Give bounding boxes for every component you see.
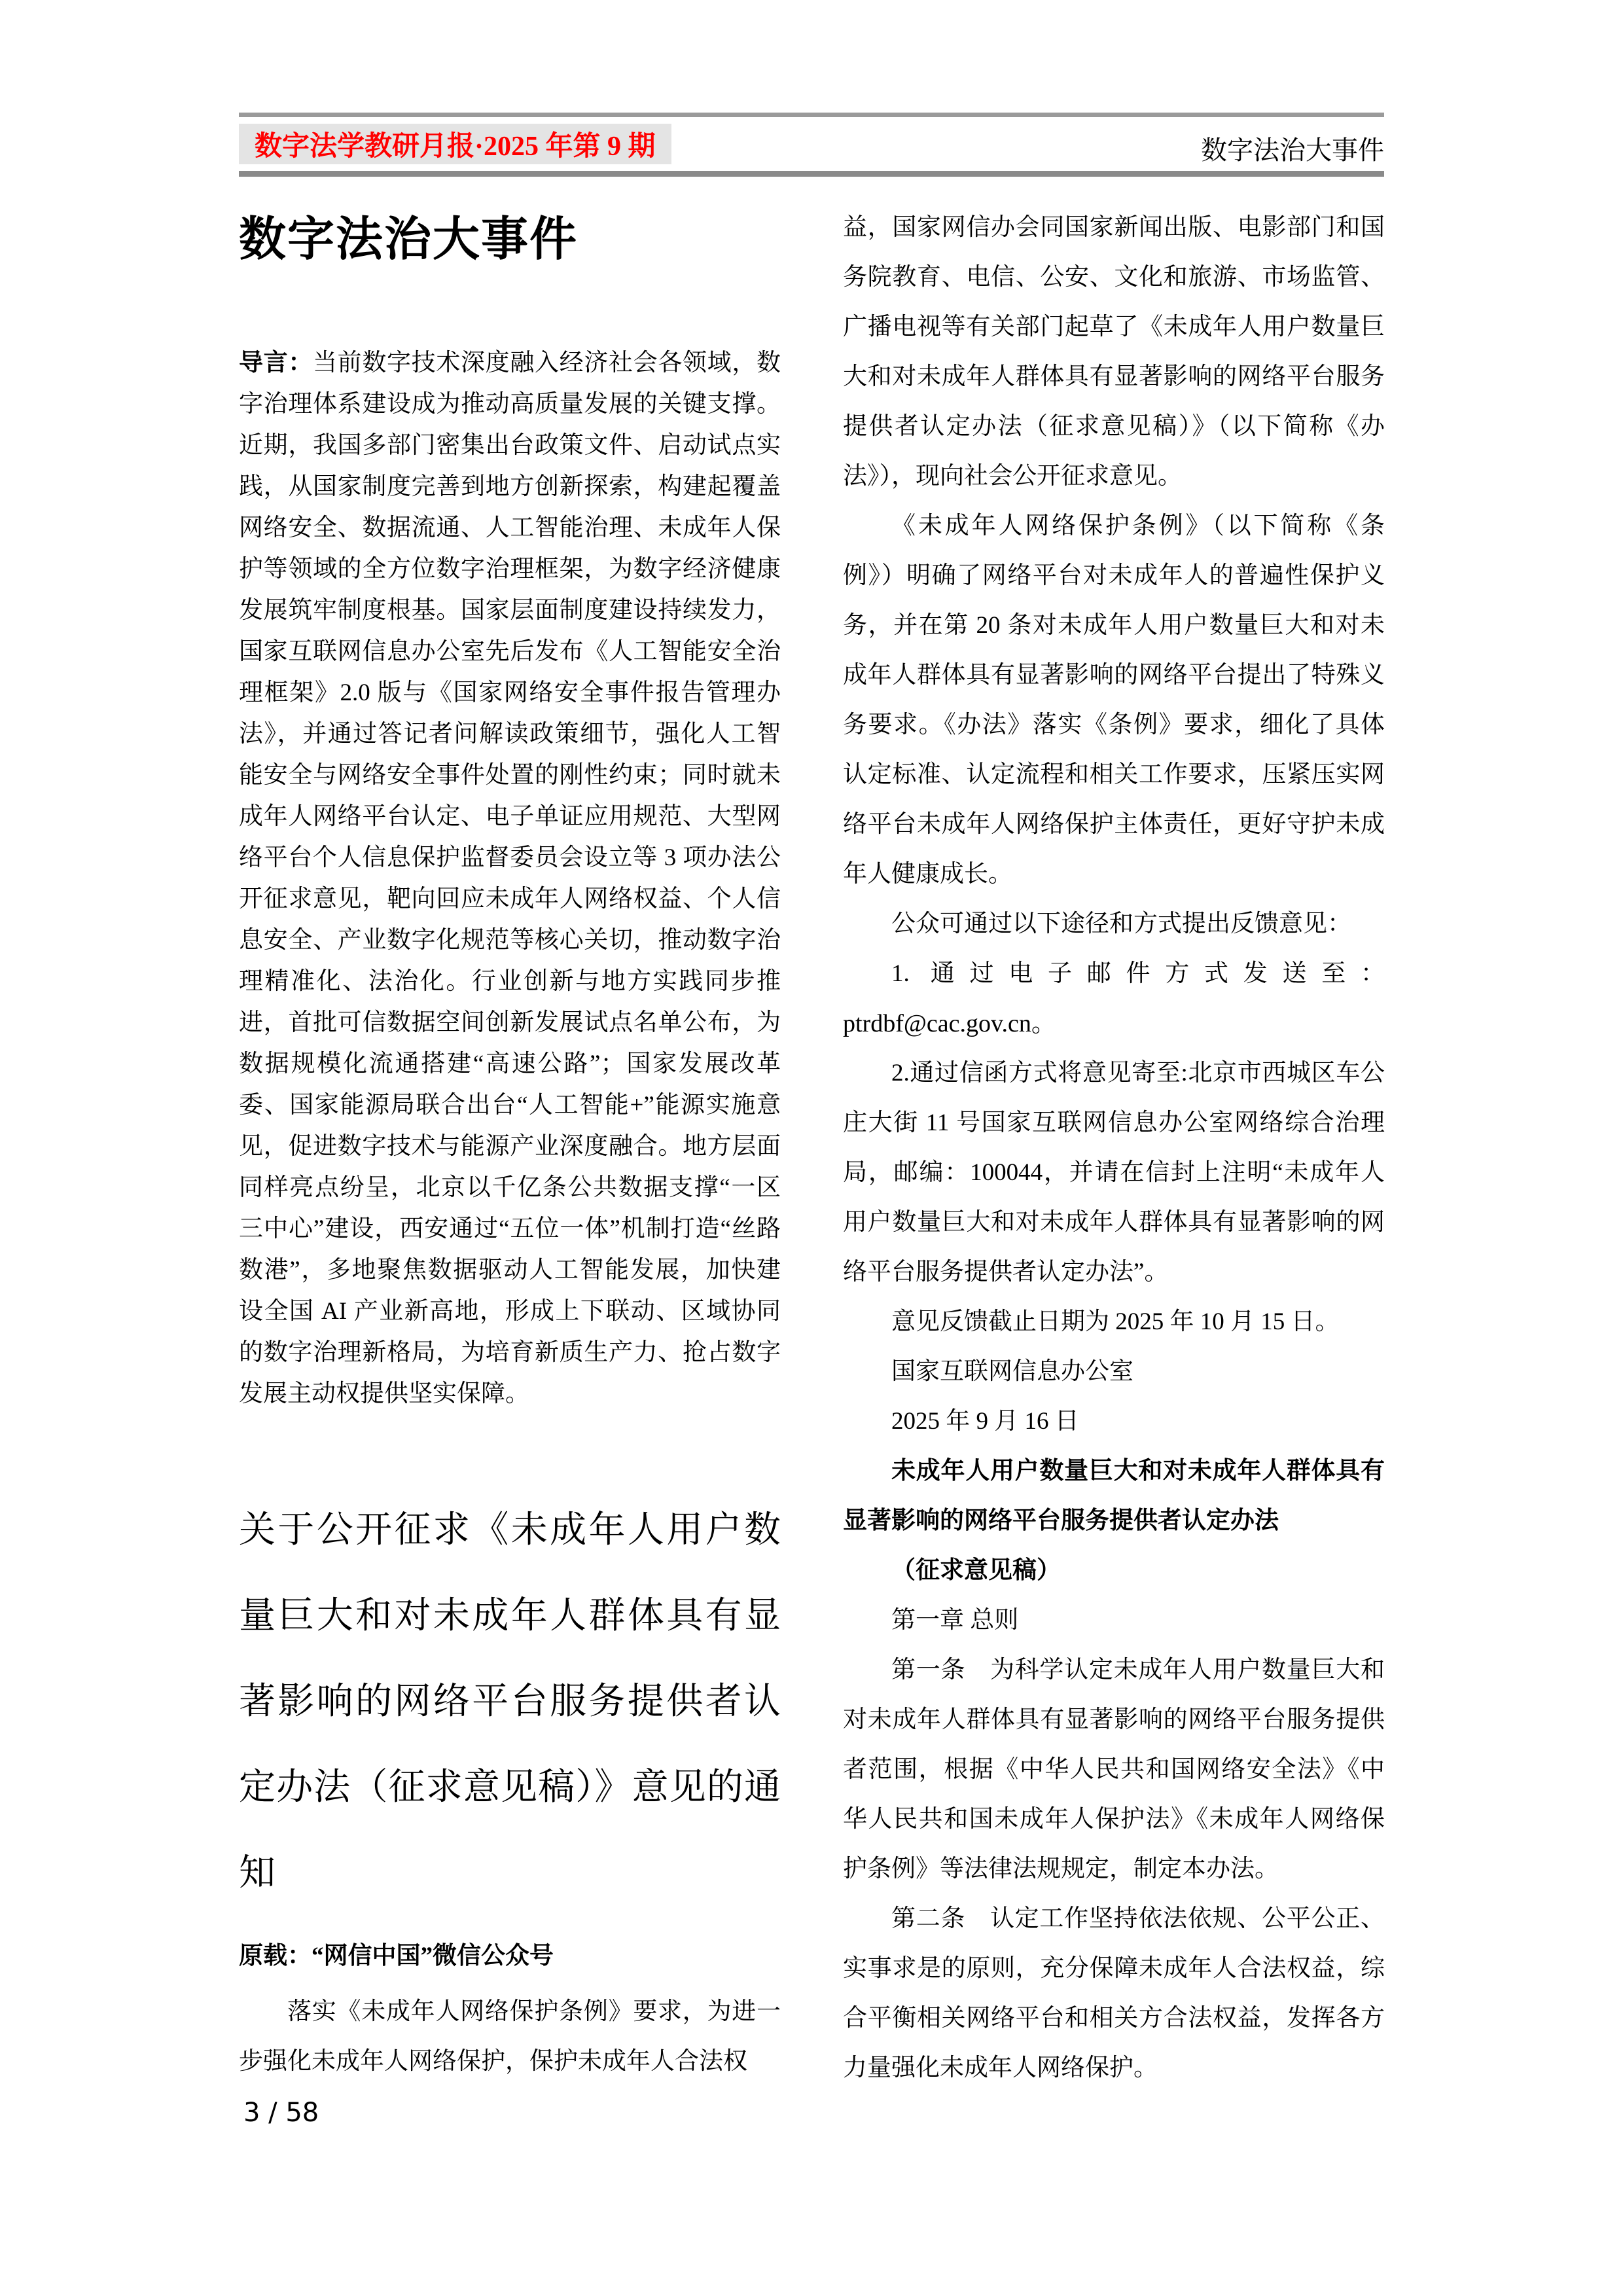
notice-paragraph: 益，国家网信办会同国家新闻出版、电影部门和国务院教育、电信、公安、文化和旅游、市场监管、广播电视等有关部门起草了《未成年人用户数量巨大和对未成年人群体具有显著影响的网络平台服务提供者认定办法（征求意见稿）》（以下简称《办法》），现向社会公开征求意见。: [843, 214, 1385, 490]
masthead-title: 数字法学教研月报·2025 年第 9 期: [255, 132, 656, 162]
notice-paragraph: 《未成年人网络保护条例》（以下简称《条例》）明确了网络平台对未成年人的普遍性保护义务，并在第 20 条对未成年人用户数量巨大和对未成年人群体具有显著影响的网络平台提出了特殊义务要求。《办法》落实《条例》要求，细化了具体认定标准、认定流程和相关工作要求，压紧压实网络平台未成年人网络保护主体责任，更好守护未成年人健康成长。: [843, 512, 1385, 888]
feedback-mail-line: 2.通过信函方式将意见寄至:北京市西城区车公庄大街 11 号国家互联网信息办公室网络综合治理局，邮编：100044，并请在信封上注明“未成年人用户数量巨大和对未成年人群体具有显著影响的网络平台服务提供者认定办法”。: [843, 1060, 1385, 1285]
notice-paragraph-start: 落实《未成年人网络保护条例》要求，为进一步强化未成年人网络保护，保护未成年人合法权: [239, 1998, 781, 2075]
article-title: 数字法治大事件: [239, 211, 579, 266]
article-2: 第二条 认定工作坚持依法依规、公平公正、实事求是的原则，充分保障未成年人合法权益，综合平衡相关网络平台和相关方合法权益，发挥各方力量强化未成年人网络保护。: [843, 1905, 1385, 2081]
feedback-email-address: ptrdbf@cac.gov.cn。: [843, 1010, 1056, 1037]
issue-date-line: 2025 年 9 月 16 日: [891, 1408, 1079, 1435]
feedback-intro-line: 公众可通过以下途径和方式提出反馈意见：: [891, 910, 1351, 937]
header-section-label: 数字法治大事件: [1201, 135, 1384, 165]
intro-body-text: 当前数字技术深度融入经济社会各领域，数字治理体系建设成为推动高质量发展的关键支撑。近期，我国多部门密集出台政策文件、启动试点实践，从国家制度完善到地方创新探索，构建起覆盖网络安全、数据流通、人工智能治理、未成年人保护等领域的全方位数字治理框架，为数字经济健康发展筑牢制度根基。国家层面制度建设持续发力，国家互联网信息办公室先后发布《人工智能安全治理框架》2.0 版与《国家网络安全事件报告管理办法》，并通过答记者问解读政策细节，强化人工智能安全与网络安全事件处置的刚性约束；同时就未成年人网络平台认定、电子单证应用规范、大型网络平台个人信息保护监督委员会设立等 3 项办法公开征求意见，靶向回应未成年人网络权益、个人信息安全、产业数字化规范等核心关切，推动数字治理精准化、法治化。行业创新与地方实践同步推进，首批可信数据空间创新发展试点名单公布，为数据规模化流通搭建“高速公路”；国家发展改革委、国家能源局联合出台“人工智能+”能源实施意见，促进数字技术与能源产业深度融合。地方层面同样亮点纷呈，北京以千亿条公共数据支撑“一区三中心”建设，西安通过“五位一体”机制打造“丝路数港”，多地聚焦数据驱动人工智能发展，加快建设全国 AI 产业新高地，形成上下联动、区域协同的数字治理新格局，为培育新质生产力、抢占数字发展主动权提供坚实保障。: [239, 350, 781, 1407]
intro-lead-label: 导言：: [239, 350, 313, 376]
issuer-line: 国家互联网信息办公室: [891, 1358, 1133, 1385]
masthead-badge: [239, 124, 671, 164]
draft-label: （征求意见稿）: [891, 1557, 1061, 1584]
notice-heading: 关于公开征求《未成年人用户数量巨大和对未成年人群体具有显著影响的网络平台服务提供者认定办法（征求意见稿）》意见的通知: [239, 1510, 781, 1893]
intro-paragraph: [239, 342, 781, 1414]
measures-title: 未成年人用户数量巨大和对未成年人群体具有显著影响的网络平台服务提供者认定办法: [843, 1458, 1385, 1534]
chapter-heading: 第一章 总则: [891, 1607, 1019, 1634]
left-column: [239, 203, 781, 2087]
header-top-rule: [239, 113, 1384, 117]
header-bottom-rule: [239, 171, 1384, 177]
source-line: 原载：“网信中国”微信公众号: [239, 1943, 554, 1969]
article-1: 第一条 为科学认定未成年人用户数量巨大和对未成年人群体具有显著影响的网络平台服务提供者范围，根据《中华人民共和国网络安全法》《中华人民共和国未成年人保护法》《未成年人网络保护条例》等法律法规规定，制定本办法。: [843, 1657, 1385, 1882]
right-column: [843, 203, 1385, 2093]
feedback-deadline-line: 意见反馈截止日期为 2025 年 10 月 15 日。: [891, 1308, 1340, 1335]
page-indicator: 3 / 58: [243, 2098, 319, 2128]
feedback-email-label: 1. 通过电子邮件方式发送至：: [891, 960, 1385, 987]
